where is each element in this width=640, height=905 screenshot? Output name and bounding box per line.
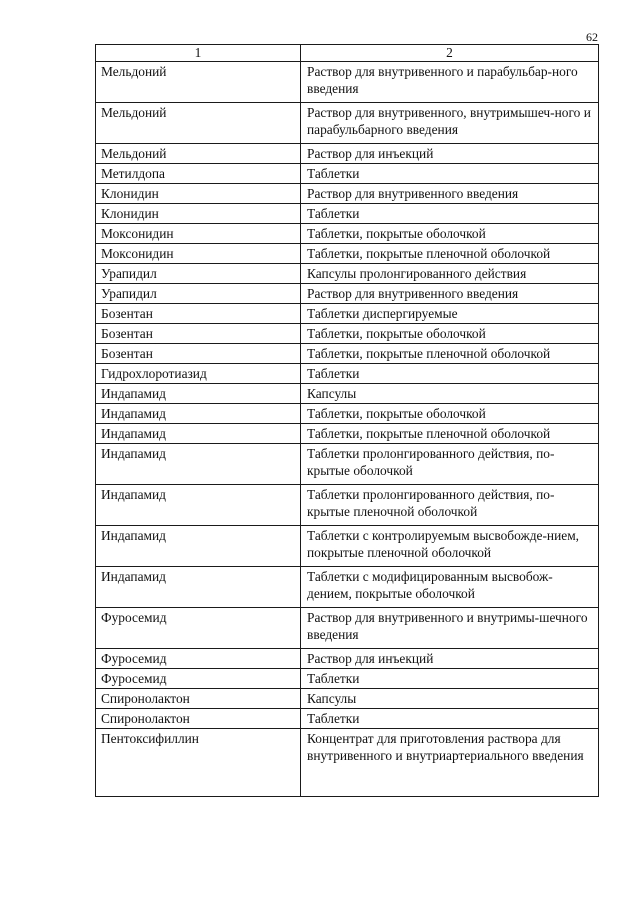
table-row xyxy=(96,608,599,649)
dosage-form-cell: Раствор для внутривенного и парабульбар-ного введения xyxy=(301,62,599,103)
dosage-form-cell: Таблетки диспергируемые xyxy=(301,304,599,324)
dosage-form-cell: Раствор для внутривенного введения xyxy=(301,284,599,304)
table-row xyxy=(96,649,599,669)
table-header-row xyxy=(96,45,599,62)
drug-name-cell: Метилдопа xyxy=(96,164,301,184)
drug-name-cell: Урапидил xyxy=(96,264,301,284)
drug-name-cell: Моксонидин xyxy=(96,244,301,264)
dosage-form-cell: Таблетки с модифицированным высвобож-дением, покрытые оболочкой xyxy=(301,567,599,608)
dosage-form-cell: Таблетки xyxy=(301,164,599,184)
dosage-form-cell: Раствор для инъекций xyxy=(301,649,599,669)
drug-name-cell: Индапамид xyxy=(96,567,301,608)
column-header-2: 2 xyxy=(301,45,599,62)
dosage-form-cell: Раствор для внутривенного, внутримышеч-ного и парабульбарного введения xyxy=(301,103,599,144)
drug-name-cell: Фуросемид xyxy=(96,649,301,669)
dosage-form-cell: Таблетки xyxy=(301,709,599,729)
drug-name-cell: Гидрохлоротиазид xyxy=(96,364,301,384)
table-row xyxy=(96,567,599,608)
drug-name-cell: Индапамид xyxy=(96,485,301,526)
table-row xyxy=(96,62,599,103)
drug-name-cell: Индапамид xyxy=(96,404,301,424)
column-header-1: 1 xyxy=(96,45,301,62)
drug-name-cell: Бозентан xyxy=(96,324,301,344)
table-row xyxy=(96,244,599,264)
table-row xyxy=(96,264,599,284)
dosage-form-cell: Раствор для инъекций xyxy=(301,144,599,164)
table-row xyxy=(96,304,599,324)
page-number: 62 xyxy=(586,30,598,44)
drug-name-cell: Фуросемид xyxy=(96,669,301,689)
table-row xyxy=(96,144,599,164)
drug-form-table xyxy=(95,44,599,797)
drug-name-cell: Мельдоний xyxy=(96,103,301,144)
dosage-form-cell: Раствор для внутривенного введения xyxy=(301,184,599,204)
table-row xyxy=(96,164,599,184)
drug-name-cell: Индапамид xyxy=(96,444,301,485)
drug-name-cell: Индапамид xyxy=(96,526,301,567)
dosage-form-cell: Таблетки, покрытые оболочкой xyxy=(301,324,599,344)
dosage-form-cell: Таблетки, покрытые пленочной оболочкой xyxy=(301,424,599,444)
table-row xyxy=(96,485,599,526)
dosage-form-cell: Таблетки, покрытые пленочной оболочкой xyxy=(301,244,599,264)
table-row xyxy=(96,669,599,689)
table-row xyxy=(96,424,599,444)
table-row xyxy=(96,689,599,709)
table-row xyxy=(96,103,599,144)
dosage-form-cell: Таблетки, покрытые оболочкой xyxy=(301,404,599,424)
dosage-form-cell: Концентрат для приготовления раствора для внутривенного и внутриартериального введения xyxy=(301,729,599,797)
table-row xyxy=(96,709,599,729)
drug-name-cell: Индапамид xyxy=(96,384,301,404)
dosage-form-cell: Таблетки xyxy=(301,669,599,689)
table-row xyxy=(96,364,599,384)
drug-name-cell: Индапамид xyxy=(96,424,301,444)
drug-name-cell: Бозентан xyxy=(96,344,301,364)
drug-name-cell: Фуросемид xyxy=(96,608,301,649)
drug-name-cell: Моксонидин xyxy=(96,224,301,244)
dosage-form-cell: Таблетки с контролируемым высвобожде-нием, покрытые пленочной оболочкой xyxy=(301,526,599,567)
dosage-form-cell: Таблетки пролонгированного действия, по-крытые пленочной оболочкой xyxy=(301,485,599,526)
drug-name-cell: Спиронолактон xyxy=(96,689,301,709)
table-row xyxy=(96,184,599,204)
table-row xyxy=(96,526,599,567)
table-row xyxy=(96,444,599,485)
table-row xyxy=(96,204,599,224)
table-row xyxy=(96,729,599,797)
table-row xyxy=(96,224,599,244)
dosage-form-cell: Таблетки пролонгированного действия, по-крытые оболочкой xyxy=(301,444,599,485)
drug-name-cell: Клонидин xyxy=(96,204,301,224)
table-row xyxy=(96,384,599,404)
drug-name-cell: Спиронолактон xyxy=(96,709,301,729)
dosage-form-cell: Таблетки xyxy=(301,364,599,384)
drug-name-cell: Бозентан xyxy=(96,304,301,324)
drug-name-cell: Урапидил xyxy=(96,284,301,304)
drug-name-cell: Пентоксифиллин xyxy=(96,729,301,797)
drug-name-cell: Клонидин xyxy=(96,184,301,204)
drug-name-cell: Мельдоний xyxy=(96,144,301,164)
table-row xyxy=(96,324,599,344)
dosage-form-cell: Таблетки xyxy=(301,204,599,224)
table-row xyxy=(96,404,599,424)
dosage-form-cell: Капсулы xyxy=(301,384,599,404)
table-row xyxy=(96,344,599,364)
dosage-form-cell: Раствор для внутривенного и внутримы-шечного введения xyxy=(301,608,599,649)
dosage-form-cell: Капсулы xyxy=(301,689,599,709)
dosage-form-cell: Капсулы пролонгированного действия xyxy=(301,264,599,284)
dosage-form-cell: Таблетки, покрытые оболочкой xyxy=(301,224,599,244)
drug-name-cell: Мельдоний xyxy=(96,62,301,103)
dosage-form-cell: Таблетки, покрытые пленочной оболочкой xyxy=(301,344,599,364)
table-row xyxy=(96,284,599,304)
